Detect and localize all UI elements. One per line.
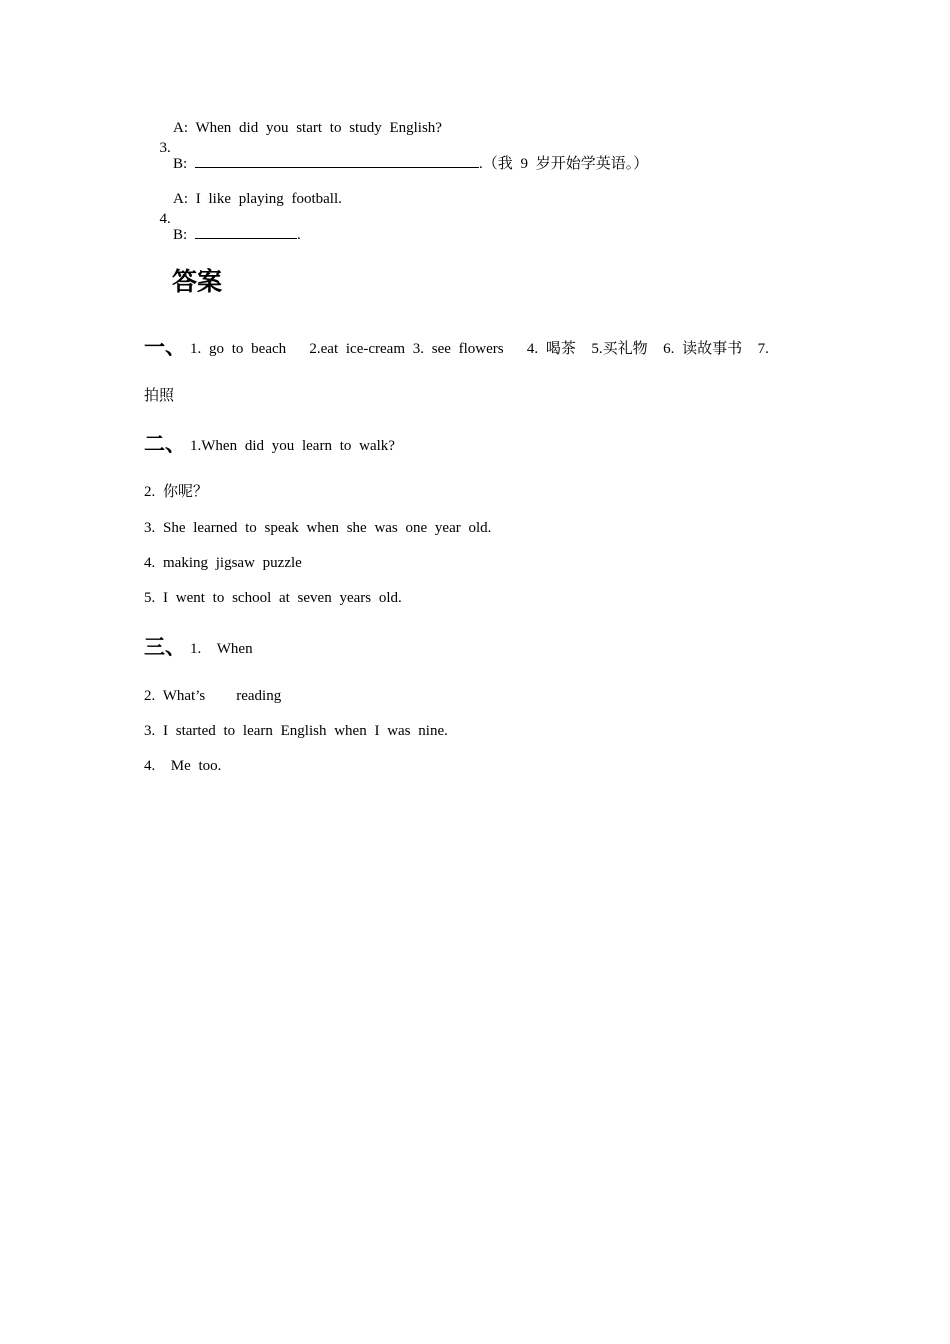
section-3-line: 4. Me too.: [144, 758, 222, 774]
speaker-a: A:: [173, 120, 188, 136]
question-text: I like playing football.: [195, 191, 342, 207]
answer-blank[interactable]: [195, 224, 297, 239]
speaker-b: B:: [173, 156, 188, 172]
section-2-first-line: [144, 434, 395, 456]
section-3-first-line: [144, 637, 253, 659]
section-text: 1. When: [190, 641, 253, 657]
answer-hint: .（我 9 岁开始学英语。）: [478, 156, 649, 172]
section-text: 1.When did you learn to walk?: [190, 438, 395, 454]
section-2-line: 2. 你呢？: [144, 484, 209, 500]
question-3-b: [173, 153, 648, 174]
section-text: 1. go to beach 2.eat ice-cream 3. see flowers 4. 喝茶 5.买礼物 6. 读故事书 7.: [190, 341, 769, 357]
answer-end: .: [296, 227, 301, 243]
section-3-line: 2. What’s reading: [144, 688, 282, 704]
section-2-line: 4. making jigsaw puzzle: [144, 555, 302, 571]
question-3: [144, 118, 171, 158]
answers-heading: 答案: [172, 267, 223, 296]
section-1-line: 拍照: [144, 388, 175, 404]
question-number: 4.: [159, 211, 171, 227]
section-1-first-line: [144, 337, 769, 359]
answer-blank[interactable]: [195, 153, 479, 168]
question-number: 3.: [159, 140, 171, 156]
speaker-b: B:: [173, 227, 188, 243]
section-label: 一、: [144, 335, 186, 359]
question-4: [144, 189, 171, 229]
question-3-a: [173, 118, 442, 138]
question-4-a: [173, 189, 342, 209]
section-3-line: 3. I started to learn English when I was nine.: [144, 723, 448, 739]
speaker-a: A:: [173, 191, 188, 207]
section-2-line: 5. I went to school at seven years old.: [144, 590, 402, 606]
question-4-b: [173, 224, 301, 245]
section-label: 三、: [144, 635, 186, 659]
section-label: 二、: [144, 432, 186, 456]
section-2-line: 3. She learned to speak when she was one year old.: [144, 520, 492, 536]
question-text: When did you start to study English?: [195, 120, 442, 136]
